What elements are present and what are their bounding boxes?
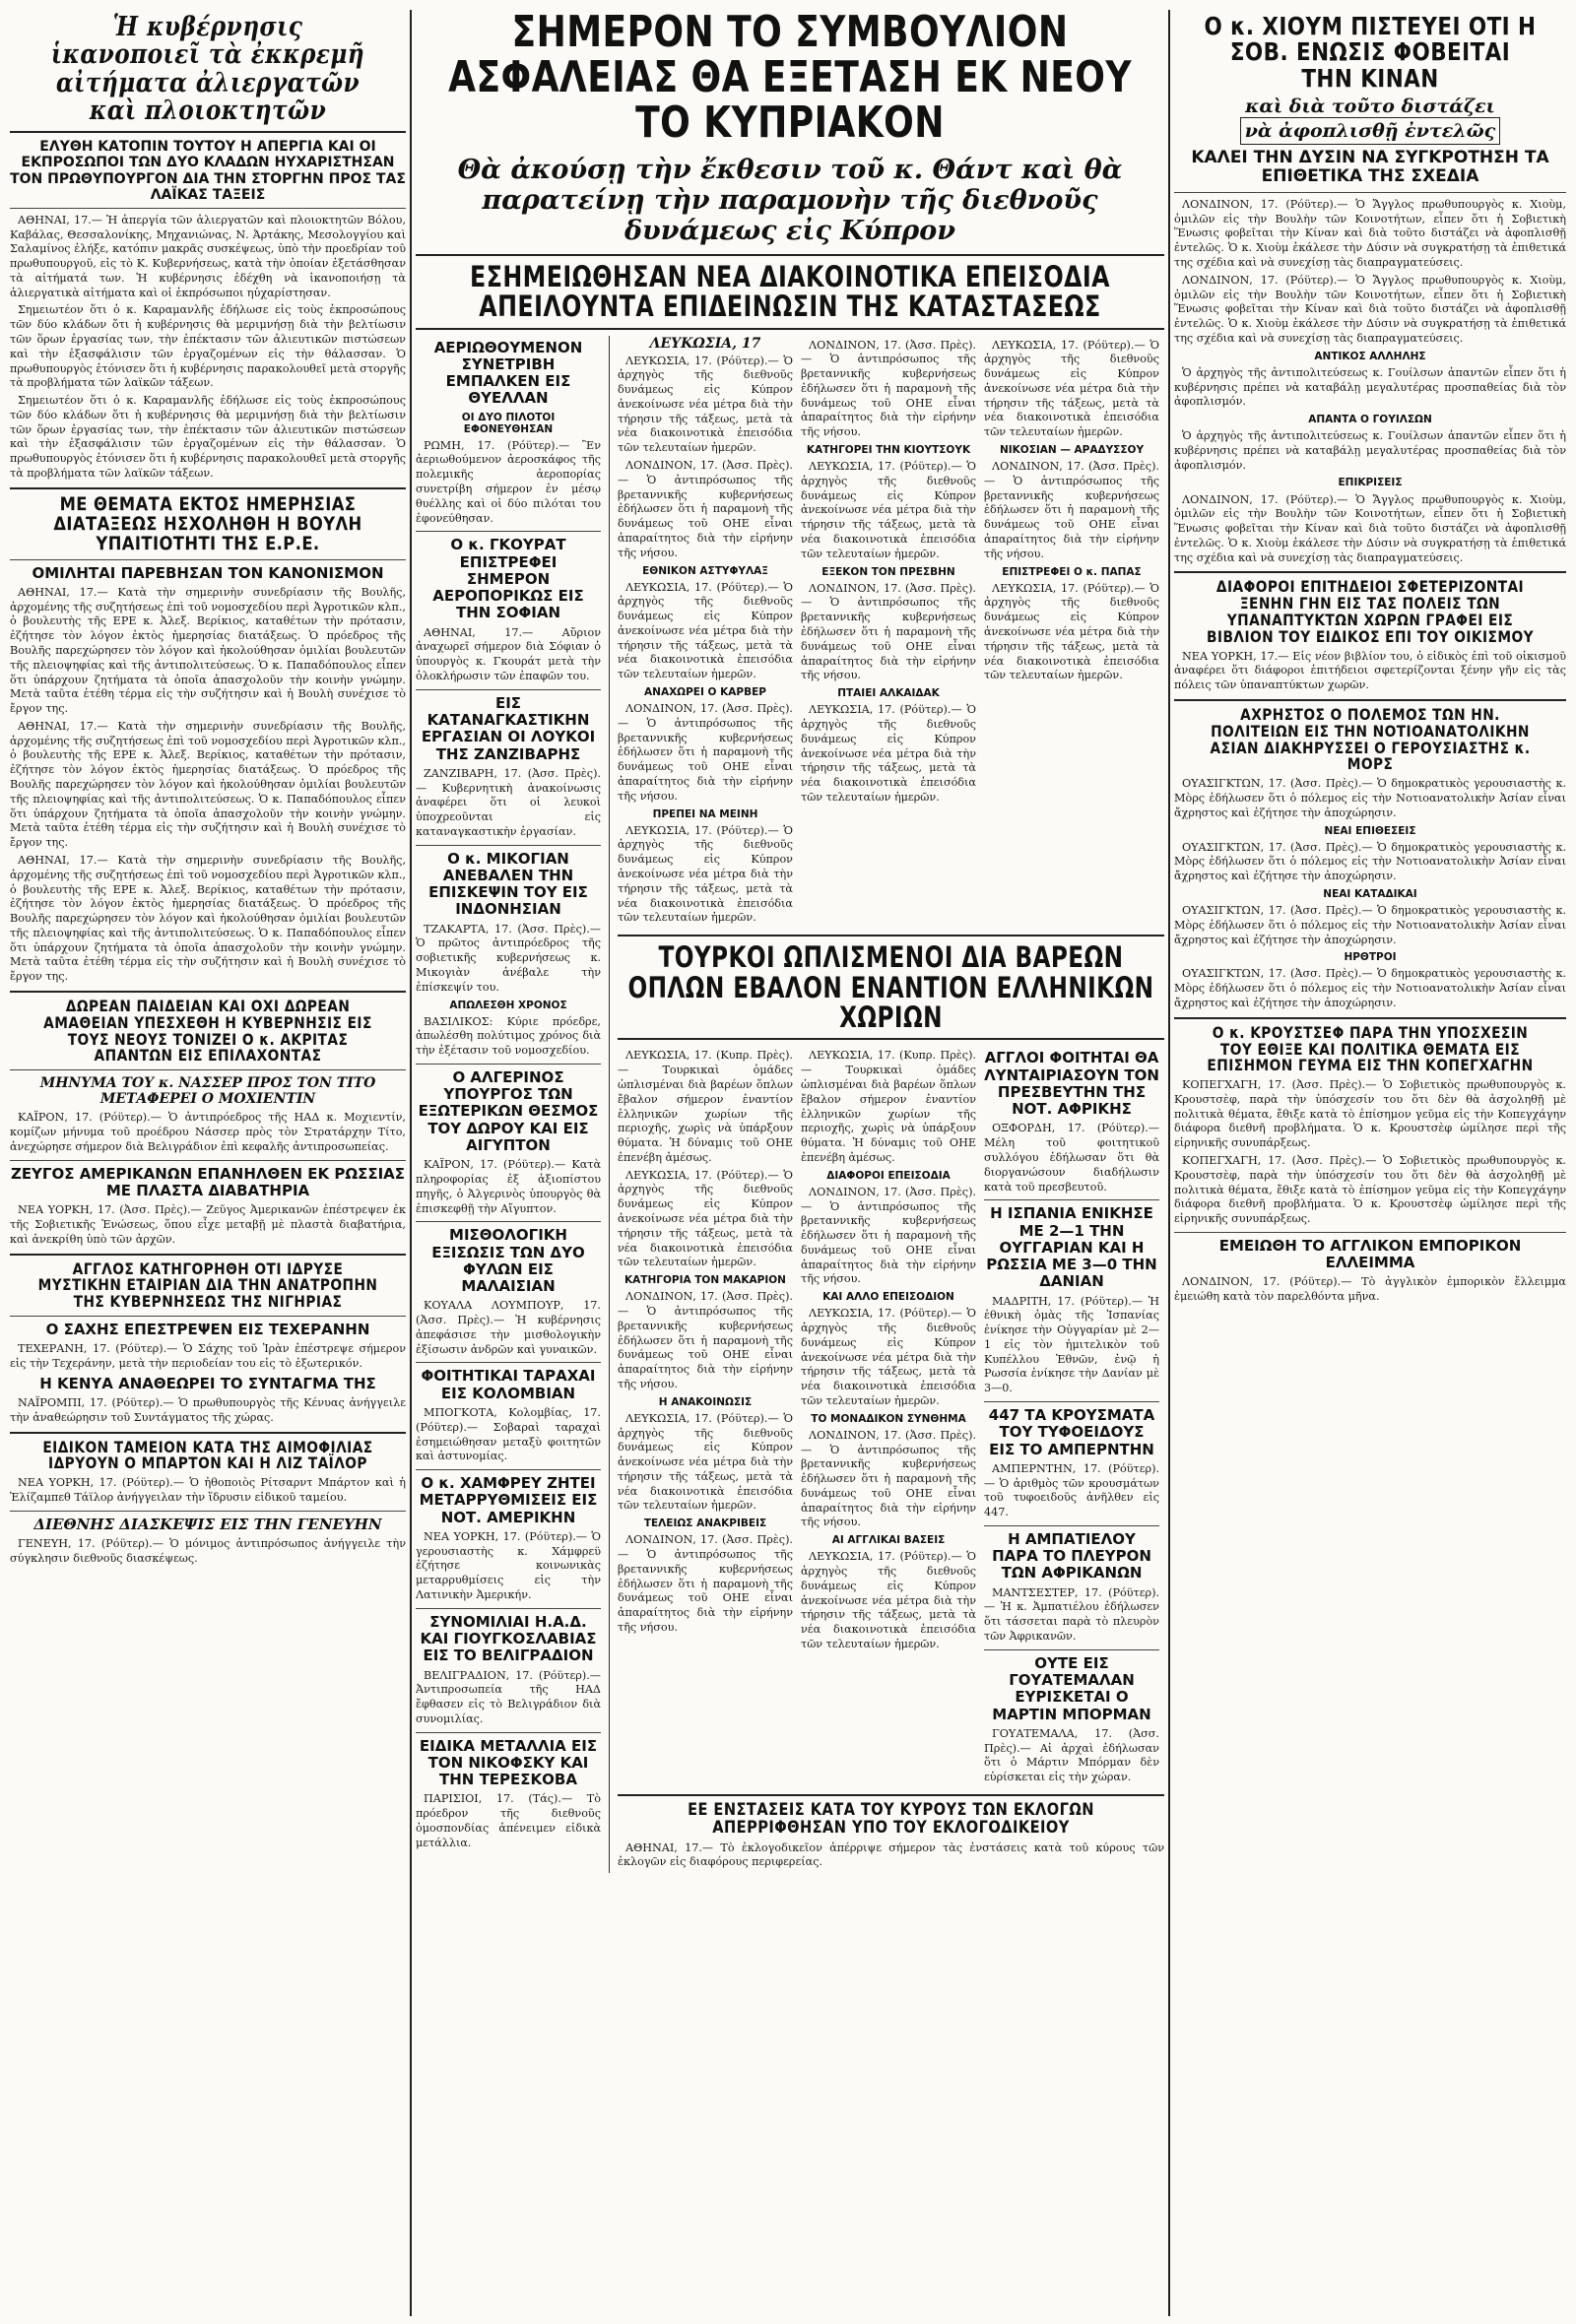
article-cyprus-main: ΛΕΥΚΩΣΙΑ, 17. (Ρόϋτερ).— Ὁ ἀρχηγὸς τῆς διεθνοῦς δυνάμεως εἰς Κύπρον ἀνεκοίνωσε νέα μέτρα διὰ τὴν τήρησιν τῆς τάξεως, μετὰ τὰ νέα διακοινοτικὰ ἐπεισόδια τῶν τελευταίων ἡμερῶν. <box>618 354 793 455</box>
cyprus-col-a <box>618 336 793 930</box>
home-sub-wrap <box>1174 96 1566 145</box>
headline-turks-armed: ΤΟΥΡΚΟΙ ΩΠΛΙΣΜΕΝΟΙ ΔΙΑ ΒΑΡΕΩΝ ΟΠΛΩΝ ΕΒΑΛΟΝ ΕΝΑΝΤΙΟΝ ΕΛΛΗΝΙΚΩΝ ΧΩΡΙΩΝ <box>627 940 1154 1034</box>
article-criticism: ΛΟΝΔΙΝΟΝ, 17. (Ρόϋτερ).— Ὁ Ἄγγλος πρωθυπουργὸς κ. Χιοὺμ, ὁμιλῶν εἰς τὴν Βουλὴν τῶν Κοινοτήτων, εἶπεν ὅτι ἡ Σοβιετικὴ Ἕνωσις φοβεῖται τὴν Κίναν καὶ διὰ τοῦτο διστάζει νὰ ἀφοπλισθῇ ἐντελῶς. Ὁ κ. Χιοὺμ ἐκάλεσε τὴν Δύσιν νὰ συγκρατήσῃ τὰ ἐπιθετικά της σχέδια καὶ νὰ συνεχίσῃ τὰς διαπραγματεύσεις. <box>1174 492 1566 564</box>
center-subcolumns <box>416 336 1164 1874</box>
headline-education: ΔΩΡΕΑΝ ΠΑΙΔΕΙΑΝ ΚΑΙ ΟΧΙ ΔΩΡΕΑΝ ΑΜΑΘΕΙΑΝ ΥΠΕΣΧΕΘΗ Η ΚΥΒΕΡΝΗΣΙΣ ΕΙΣ ΤΟΥΣ ΝΕΟΥΣ ΤΟΝΙΖΕΙ Ο κ. ΑΚΡΙΤΑΣ ΑΠΑΝΤΩΝ ΕΙΣ ΕΠΙΛΑΧΟΝΤΑΣ <box>43 996 372 1065</box>
headline-gourat: Ο κ. ΓΚΟΥΡΑΤ ΕΠΙΣΤΡΕΦΕΙ ΣΗΜΕΡΟΝ ΑΕΡΟΠΟΡΙΚΩΣ ΕΙΣ ΤΗΝ ΣΟΦΙΑΝ <box>432 536 584 622</box>
headline-kenya: Η ΚΕΝΥΑ ΑΝΑΘΕΩΡΕΙ ΤΟ ΣΥΝΤΑΓΜΑ ΤΗΣ <box>39 1374 376 1392</box>
headline-trade-deficit: ΕΜΕΙΩΘΗ ΤΟ ΑΓΓΛΙΚΟΝ ΕΜΠΟΡΙΚΟΝ ΕΛΛΕΙΜΜΑ <box>1218 1236 1522 1272</box>
column-rule <box>410 10 412 2316</box>
subhead-nicosia-aradippou: ΝΙΚΟΣΙΑΝ — ΑΡΑΔΥΣΣΟΥ <box>999 444 1145 457</box>
article-turks-2: ΛΕΥΚΩΣΙΑ, 17. (Ρόϋτερ).— Ὁ ἀρχηγὸς τῆς διεθνοῦς δυνάμεως εἰς Κύπρον ἀνεκοίνωσε νέα μέτρα διὰ τὴν τήρησιν τῆς τάξεως, μετὰ τὰ νέα διακοινοτικὰ ἐπεισόδια τῶν τελευταίων ἡμερῶν. <box>618 1168 793 1269</box>
article-land-grab: ΝΕΑ ΥΟΡΚΗ, 17.— Εἰς νέον βιβλίον του, ὁ εἰδικὸς ἐπὶ τοῦ οἰκισμοῦ ἀναφέρει ὅτι διάφοροι ἐπιτήδειοι σφετερίζονται ξένην γῆν εἰς τὰς πόλεις τῶν ὑπαναπτύκτων χωρῶν. <box>1174 649 1566 692</box>
subhead-pilots: ΟΙ ΔΥΟ ΠΙΛΟΤΟΙ ΕΦΟΝΕΥΘΗΣΑΝ <box>461 411 556 435</box>
article-fishermen-cont: Σημειωτέον ὅτι ὁ κ. Καραμανλῆς ἐδήλωσε εἰς τοὺς ἐκπροσώπους τῶν δύο κλάδων ὅτι ἡ κυβέρνησις θὰ μεριμνήσῃ διὰ τὴν βελτίωσιν τῶν ὅρων ἐργασίας των, τὴν ἐπέκτασιν τῶν ἀλιευτικῶν πιστώσεων καὶ τὴν ἐξασφάλισιν τῶν ἐργαζομένων εἰς τὴν θάλασσαν. Ὁ πρωθυπουργὸς ἐτόνισεν ὅτι ἡ κυβέρνησις παρακολουθεῖ μετὰ στοργῆς τὰ προβλήματα τῶν λαϊκῶν τάξεων. <box>10 303 406 390</box>
article-khrushchev-cont: ΚΟΠΕΓΧΑΓΗ, 17. (Ἀσσ. Πρὲς).— Ὁ Σοβιετικὸς πρωθυπουργὸς κ. Κρουστσὲφ, παρὰ τὴν ὑπόσχεσίν του ὅτι δὲν θὰ ἀσχοληθῇ μὲ πολιτικὰ θέματα, ἔθιξε κατὰ τὸ ἐπίσημον γεῦμα εἰς τὴν Κοπεγχάγην διάφορα διεθνῆ προβλήματα. Ὁ κ. Κρουστσὲφ ὡμίλησε περὶ τῆς εἰρηνικῆς συνυπάρξεως. <box>1174 1154 1566 1226</box>
article-fishermen: ΑΘΗΝΑΙ, 17.— Ἡ ἀπεργία τῶν ἀλιεργατῶν καὶ πλοιοκτητῶν Βόλου, Καβάλας, Θεσσαλονίκης, Μηχανιώνας, Ν. Ἀρτάκης, Μεσολογγίου καὶ Σαλαμίνος ἐλήξε, κατόπιν μακρᾶς συσκέψεως, ὑπὸ τὴν προεδρίαν τοῦ πρωθυπουργοῦ, εἰς τὸ Κ. Κυβερνήσεως, κατὰ τὴν ὁποίαν ἐξετάσθησαν τὰ αἰτήματά των. Ἡ κυβέρνησις ἐδέχθη νὰ ἱκανοποιήσῃ τὰ ἀλιεργατικὰ αἰτήματα καὶ οἱ ἐκπρόσωποι ηὐχαρίστησαν. <box>10 213 406 299</box>
article-belgrade: ΒΕΛΙΓΡΑΔΙΟΝ, 17. (Ρόϋτερ).— Ἀντιπροσωπεία τῆς ΗΑΔ ἔφθασεν εἰς τὸ Βελιγράδιον διὰ συνομιλίας. <box>416 1668 601 1725</box>
article-cyprus-6: ΛΟΝΔΙΝΟΝ, 17. (Ἀσσ. Πρὲς).— Ὁ ἀντιπρόσωπος τῆς βρεταννικῆς κυβερνήσεως ἐδήλωσεν ὅτι ἡ παραμονὴ τῆς δυνάμεως τοῦ ΟΗΕ εἶναι ἀπαραίτητος διὰ τὴν εἰρήνην τῆς νήσου. <box>801 338 976 439</box>
subhead-various-incidents: ΔΙΑΦΟΡΟΙ ΕΠΕΙΣΟΔΙΑ <box>826 1169 951 1182</box>
headline-belgrade: ΣΥΝΟΜΙΛΙΑΙ Η.Α.Δ. ΚΑΙ ΓΙΟΥΓΚΟΣΛΑΒΙΑΣ ΕΙΣ ΤΟ ΒΕΛΙΓΡΑΔΙΟΝ <box>420 1612 597 1665</box>
column-center <box>416 10 1164 2316</box>
headline-haemophilia: ΕΙΔΙΚΟΝ ΤΑΜΕΙΟΝ ΚΑΤΑ ΤΗΣ ΑΙΜΟΦΙΛΙΑΣ ΙΔΡΥΟΥΝ Ο ΜΠΑΡΤΟΝ ΚΑΙ Η ΛΙΖ ΤΑΪΛΟΡ <box>42 1437 373 1473</box>
article-khrushchev: ΚΟΠΕΓΧΑΓΗ, 17. (Ἀσσ. Πρὲς).— Ὁ Σοβιετικὸς πρωθυπουργὸς κ. Κρουστσὲφ, παρὰ τὴν ὑπόσχεσίν του ὅτι δὲν θὰ ἀσχοληθῇ μὲ πολιτικὰ θέματα, ἔθιξε κατὰ τὸ ἐπίσημον γεῦμα εἰς τὴν Κοπεγχάγην διάφορα διεθνῆ προβλήματα. Ὁ κ. Κρουστσὲφ ὡμίλησε περὶ τῆς εἰρηνικῆς συνυπάρξεως. <box>1174 1078 1566 1150</box>
column-rule-2 <box>1168 10 1170 2316</box>
home-sub-3: ΚΑΛΕΙ ΤΗΝ ΔΥΣΙΝ ΝΑ ΣΥΓΚΡΟΤΗΣΗ ΤΑ ΕΠΙΘΕΤΙΚΑ ΤΗΣ ΣΧΕΔΙΑ <box>1191 147 1549 187</box>
article-turks: ΛΕΥΚΩΣΙΑ, 17. (Κυπρ. Πρὲς).— Τουρκικαὶ ὁμάδες ὡπλισμέναι διὰ βαρέων ὅπλων ἔβαλον σήμερον ἐναντίον ἑλληνικῶν χωρίων τῆς περιοχῆς, χωρὶς νὰ ὑπάρξουν θύματα. Ἡ δύναμις τοῦ ΟΗΕ ἐπενέβη ἀμέσως. <box>618 1049 793 1164</box>
subhead-ambassador: ΕΞΕΚΟΝ ΤΟΝ ΠΡΕΣΒΗΝ <box>821 565 955 578</box>
subhead-alkaidak: ΠΤΑΙΕΙ ΑΛΚΑΙΔΑΚ <box>837 687 940 700</box>
headline-passports: ΖΕΥΓΟΣ ΑΜΕΡΙΚΑΝΩΝ ΕΠΑΝΗΛΘΕΝ ΕΚ ΡΩΣΣΙΑΣ ΜΕ ΠΛΑΣΤΑ ΔΙΑΒΑΤΗΡΙΑ <box>10 1164 406 1199</box>
subhead-british-bases: ΑΙ ΑΓΓΛΙΚΑΙ ΒΑΣΕΙΣ <box>831 1534 946 1547</box>
article-parliament-cont: ΑΘΗΝΑΙ, 17.— Κατὰ τὴν σημερινὴν συνεδρίασιν τῆς Βουλῆς, ἀρχομένης τῆς συζητήσεως ἐπὶ τοῦ νομοσχεδίου περὶ Ἀγροτικῶν κλπ., ὁ βουλευτὴς τῆς ΕΡΕ κ. Ἀλεξ. Βερίκιος, καταθέτων τὴν πρότασιν, ἐζήτησε τὸν λόγον ἐκτὸς ἡμερησίας διατάξεως. Ὁ πρόεδρος τῆς Βουλῆς παρεχώρησεν τὸν λόγον καὶ ἠκολούθησαν ὁμιλίαι βουλευτῶν τῆς πλειοψηφίας καὶ τῆς ἀντιπολιτεύσεως. Ὁ κ. Παπαδόπουλος εἶπεν ὅτι ὑπάρχουν ζητήματα τὰ ὁποῖα ἀπασχολοῦν τὴν κοινὴν γνώμην. Μετὰ ταῦτα ἐτέθη τέρμα εἰς τὴν συζήτησιν καὶ ἡ Βουλὴ συνέχισε τὸ ἔργον της. <box>10 719 406 850</box>
subhead-antikos: ΑΝΤΙΚΟΣ ΑΛΛΗΛΗΣ <box>1314 350 1426 362</box>
headline-parliament: ΜΕ ΘΕΜΑΤΑ ΕΚΤΟΣ ΗΜΕΡΗΣΙΑΣ ΔΙΑΤΑΞΕΩΣ ΗΣΧΟΛΗΘΗ Η ΒΟΥΛΗ ΥΠΑΙΤΙΟΤΗΤΙ ΤΗΣ Ε.Ρ.Ε. <box>53 492 362 554</box>
subcol-rule <box>609 336 610 1874</box>
article-bormann: ΓΟΥΑΤΕΜΑΛΑ, 17. (Ἀσσ. Πρὲς).— Αἱ ἀρχαὶ ἐδήλωσαν ὅτι ὁ Μάρτιν Μπόρμαν δὲν εὑρίσκεται εἰς τὴν χώραν. <box>984 1726 1159 1784</box>
article-turks-4: ΛΕΥΚΩΣΙΑ, 17. (Ρόϋτερ).— Ὁ ἀρχηγὸς τῆς διεθνοῦς δυνάμεως εἰς Κύπρον ἀνεκοίνωσε νέα μέτρα διὰ τὴν τήρησιν τῆς τάξεως, μετὰ τὰ νέα διακοινοτικὰ ἐπεισόδια τῶν τελευταίων ἡμερῶν. <box>618 1411 793 1513</box>
home-sub-2: νὰ ἀφοπλισθῇ ἐντελῶς <box>1240 117 1501 145</box>
article-turks-6: ΛΕΥΚΩΣΙΑ, 17. (Κυπρ. Πρὲς).— Τουρκικαὶ ὁμάδες ὡπλισμέναι διὰ βαρέων ὅπλων ἔβαλον σήμερον ἐναντίον ἑλληνικῶν χωρίων τῆς περιοχῆς, χωρὶς νὰ ὑπάρξουν θύματα. Ἡ δύναμις τοῦ ΟΗΕ ἐπενέβη ἀμέσως. <box>801 1049 976 1164</box>
article-turks-9: ΛΟΝΔΙΝΟΝ, 17. (Ἀσσ. Πρὲς).— Ὁ ἀντιπρόσωπος τῆς βρεταννικῆς κυβερνήσεως ἐδήλωσεν ὅτι ἡ παραμονὴ τῆς δυνάμεως τοῦ ΟΗΕ εἶναι ἀπαραίτητος διὰ τὴν εἰρήνην τῆς νήσου. <box>801 1428 976 1529</box>
dateline-nicosia: ΛΕΥΚΩΣΙΑ, 17 <box>649 335 761 352</box>
headline-morse: ΑΧΡΗΣΤΟΣ Ο ΠΟΛΕΜΟΣ ΤΩΝ ΗΝ. ΠΟΛΙΤΕΙΩΝ ΕΙΣ ΤΗΝ ΝΟΤΙΟΑΝΑΤΟΛΙΚΗΝ ΑΣΙΑΝ ΔΙΑΚΗΡΥΣΣΕΙ Ο ΓΕΡΟΥΣΙΑΣΤΗΣ κ. ΜΟΡΣ <box>1210 704 1531 774</box>
subhead-accuse-makarios: ΚΑΤΗΓΟΡΙΑ ΤΟΝ ΜΑΚΑΡΙΟΝ <box>624 1274 786 1287</box>
article-home: ΛΟΝΔΙΝΟΝ, 17. (Ρόϋτερ).— Ὁ Ἄγγλος πρωθυπουργὸς κ. Χιοὺμ, ὁμιλῶν εἰς τὴν Βουλὴν τῶν Κοινοτήτων, εἶπεν ὅτι ἡ Σοβιετικὴ Ἕνωσις φοβεῖται τὴν Κίναν καὶ διὰ τοῦτο διστάζει νὰ ἀφοπλισθῇ ἐντελῶς. Ὁ κ. Χιοὺμ ἐκάλεσε τὴν Δύσιν νὰ συγκρατήσῃ τὰ ἐπιθετικά της σχέδια καὶ νὰ συνεχίσῃ τὰς διαπραγματεύσεις. <box>1174 197 1566 269</box>
cyprus-columns <box>618 336 1164 930</box>
headline-colombia: ΦΟΙΤΗΤΙΚΑΙ ΤΑΡΑΧΑΙ ΕΙΣ ΚΟΛΟΜΒΙΑΝ <box>421 1367 596 1402</box>
subhead-wilson: ΑΠΑΝΤΑ Ο ΓΟΥΙΛΣΩΝ <box>1308 414 1432 426</box>
turks-col-c <box>984 1046 1159 1788</box>
banner-incidents: ΕΣΗΜΕΙΩΘΗΣΑΝ ΝΕΑ ΔΙΑΚΟΙΝΟΤΙΚΑ ΕΠΕΙΣΟΔΙΑ ΑΠΕΙΛΟΥΝΤΑ ΕΠΙΔΕΙΝΩΣΙΝ ΤΗΣ ΚΑΤΑΣΤΑΣΕΩΣ <box>470 259 1110 324</box>
article-medals: ΠΑΡΙΣΙΟΙ, 17. (Τάς).— Τὸ πρόεδρον τῆς διεθνοῦς ὀμοσπονδίας ἀπένειμεν εἰδικὰ μετάλλια. <box>416 1792 601 1849</box>
headline-ampatielou: Η ΑΜΠΑΤΙΕΛΟΥ ΠΑΡΑ ΤΟ ΠΛΕΥΡΟΝ ΤΩΝ ΑΦΡΙΚΑΝΩΝ <box>992 1529 1151 1582</box>
headline-typhoid: 447 ΤΑ ΚΡΟΥΣΜΑΤΑ ΤΟΥ ΤΥΦΟΕΙΔΟΥΣ ΕΙΣ ΤΟ ΑΜΠΕΡΝΤΗΝ <box>988 1406 1155 1458</box>
headline-students: ΑΓΓΛΟΙ ΦΟΙΤΗΤΑΙ ΘΑ ΛΥΝΤΑΙΡΙΑΣΟΥΝ ΤΟΝ ΠΡΕΣΒΕΥΤΗΝ ΤΗΣ ΝΟΤ. ΑΦΡΙΚΗΣ <box>984 1049 1159 1119</box>
article-fishermen-cont2: Σημειωτέον ὅτι ὁ κ. Καραμανλῆς ἐδήλωσε εἰς τοὺς ἐκπροσώπους τῶν δύο κλάδων ὅτι ἡ κυβέρνησις θὰ μεριμνήσῃ διὰ τὴν βελτίωσιν τῶν ὅρων ἐργασίας των, τὴν ἐπέκτασιν τῶν ἀλιευτικῶν πιστώσεων καὶ τὴν ἐξασφάλισιν τῶν ἐργαζομένων εἰς τὴν θάλασσαν. Ὁ πρωθυπουργὸς ἐτόνισεν ὅτι ἡ κυβέρνησις παρακολουθεῖ μετὰ στοργῆς τὰ προβλήματα τῶν λαϊκῶν τάξεων. <box>10 394 406 481</box>
article-ampatielou: ΜΑΝΤΣΕΣΤΕΡ, 17. (Ρόϋτερ).— Ἡ κ. Ἀμπατιέλου ἐδήλωσεν ὅτι τάσσεται παρὰ τὸ πλευρὸν τῶν Ἀφρικανῶν. <box>984 1585 1159 1644</box>
article-cyprus-3: ΛΕΥΚΩΣΙΑ, 17. (Ρόϋτερ).— Ὁ ἀρχηγὸς τῆς διεθνοῦς δυνάμεως εἰς Κύπρον ἀνεκοίνωσε νέα μέτρα διὰ τὴν τήρησιν τῆς τάξεως, μετὰ τὰ νέα διακοινοτικὰ ἐπεισόδια τῶν τελευταίων ἡμερῶν. <box>618 580 793 681</box>
article-election-objections: ΑΘΗΝΑΙ, 17.— Τὸ ἐκλογοδικεῖον ἀπέρριψε σήμερον τὰς ἐνστάσεις κατὰ τοῦ κύρους τῶν ἐκλογῶν εἰς διαφόρους περιφερείας. <box>618 1840 1164 1869</box>
subcol-1 <box>416 336 601 1874</box>
column-left <box>10 10 406 2316</box>
headline-algeria: Ο ΑΛΓΕΡΙΝΟΣ ΥΠΟΥΡΓΟΣ ΤΩΝ ΕΞΩΤΕΡΙΚΩΝ ΘΕΣΜΟΣ ΤΟΥ ΔΩΡΟΥ ΚΑΙ ΕΙΣ ΑΙΓΥΠΤΟΝ <box>418 1067 599 1154</box>
article-wilson: Ὁ ἀρχηγὸς τῆς ἀντιπολιτεύσεως κ. Γουίλσων ἀπαντῶν εἶπεν ὅτι ἡ κυβέρνησις πρέπει νὰ καταβάλῃ μεγαλυτέρας προσπαθείας διὰ τὸν ἀφοπλισμόν. <box>1174 429 1566 472</box>
article-cyprus-8: ΛΟΝΔΙΝΟΝ, 17. (Ἀσσ. Πρὲς).— Ὁ ἀντιπρόσωπος τῆς βρεταννικῆς κυβερνήσεως ἐδήλωσεν ὅτι ἡ παραμονὴ τῆς δυνάμεως τοῦ ΟΗΕ εἶναι ἀπαραίτητος διὰ τὴν εἰρήνην τῆς νήσου. <box>801 581 976 682</box>
article-cyprus-4: ΛΟΝΔΙΝΟΝ, 17. (Ἀσσ. Πρὲς).— Ὁ ἀντιπρόσωπος τῆς βρεταννικῆς κυβερνήσεως ἐδήλωσεν ὅτι ἡ παραμονὴ τῆς δυνάμεως τοῦ ΟΗΕ εἶναι ἀπαραίτητος διὰ τὴν εἰρήνην τῆς νήσου. <box>618 702 793 803</box>
article-turks-3: ΛΟΝΔΙΝΟΝ, 17. (Ἀσσ. Πρὲς).— Ὁ ἀντιπρόσωπος τῆς βρεταννικῆς κυβερνήσεως ἐδήλωσεν ὅτι ἡ παραμονὴ τῆς δυνάμεως τοῦ ΟΗΕ εἶναι ἀπαραίτητος διὰ τὴν εἰρήνην τῆς νήσου. <box>618 1290 793 1390</box>
article-cyprus-5: ΛΕΥΚΩΣΙΑ, 17. (Ρόϋτερ).— Ὁ ἀρχηγὸς τῆς διεθνοῦς δυνάμεως εἰς Κύπρον ἀνεκοίνωσε νέα μέτρα διὰ τὴν τήρησιν τῆς τάξεως, μετὰ τὰ νέα διακοινοτικὰ ἐπεισόδια τῶν τελευταίων ἡμερῶν. <box>618 823 793 925</box>
cyprus-col-c <box>984 336 1159 930</box>
subhead-slogan: ΤΟ ΜΟΝΑΔΙΚΟΝ ΣΥΝΘΗΜΑ <box>811 1412 966 1425</box>
subhead-hrthroi: ΗΡΘΤΡΟΙ <box>1344 951 1397 964</box>
article-gourat: ΑΘΗΝΑΙ, 17.— Αὔριον ἀναχωρεῖ σήμερον διὰ Σόφιαν ὁ ὑπουργὸς κ. Γκουράτ μετὰ τὴν ὁλοκλήρωσιν τῶν ἐπαφῶν του. <box>416 625 601 682</box>
headline-malaysia: ΜΙΣΘΟΛΟΓΙΚΗ ΕΞΙΣΩΣΙΣ ΤΩΝ ΔΥΟ ΦΥΛΩΝ ΕΙΣ ΜΑΛΑΙΣΙΑΝ <box>431 1226 585 1296</box>
article-trade-deficit: ΛΟΝΔΙΝΟΝ, 17. (Ρόϋτερ).— Τὸ ἀγγλικὸν ἐμπορικὸν ἔλλειμμα ἐμειώθη κατὰ τὸν παρελθόντα μῆνα. <box>1174 1275 1566 1304</box>
headline-jet-crash: ΑΕΡΙΩΘΟΥΜΕΝΟΝ ΣΥΝΕΤΡΙΒΗ ΕΜΠΑΛΚΕΝ ΕΙΣ ΘΥΕΛΛΑΝ <box>433 338 583 408</box>
article-hrthroi: ΟΥΑΣΙΓΚΤΩΝ, 17. (Ἀσσ. Πρὲς).— Ὁ δημοκρατικὸς γερουσιαστὴς κ. Μὸρς ἐδήλωσεν ὅτι ὁ πόλεμος εἰς τὴν Νοτιοανατολικὴν Ἀσίαν εἶναι ἄχρηστος καὶ ἐζήτησε τὴν ἀποχώρησιν. <box>1174 967 1566 1009</box>
subcol-2 <box>618 336 1164 1874</box>
article-new-sentences: ΟΥΑΣΙΓΚΤΩΝ, 17. (Ἀσσ. Πρὲς).— Ὁ δημοκρατικὸς γερουσιαστὴς κ. Μὸρς ἐδήλωσεν ὅτι ὁ πόλεμος εἰς τὴν Νοτιοανατολικὴν Ἀσίαν εἶναι ἄχρηστος καὶ ἐζήτησε τὴν ἀποχώρησιν. <box>1174 903 1566 946</box>
headline-khrushchev: Ο κ. ΚΡΟΥΣΤΣΕΦ ΠΑΡΑ ΤΗΝ ΥΠΟΣΧΕΣΙΝ ΤΟΥ ΕΘΙΞΕ ΚΑΙ ΠΟΛΙΤΙΚΑ ΘΕΜΑΤΑ ΕΙΣ ΕΠΙΣΗΜΟΝ ΓΕΥΜΑ ΕΙΣ ΤΗΝ ΚΟΠΕΓΧΑΓΗΝ <box>1207 1022 1534 1075</box>
article-turks-10: ΛΕΥΚΩΣΙΑ, 17. (Ρόϋτερ).— Ὁ ἀρχηγὸς τῆς διεθνοῦς δυνάμεως εἰς Κύπρον ἀνεκοίνωσε νέα μέτρα διὰ τὴν τήρησιν τῆς τάξεως, μετὰ τὰ νέα διακοινοτικὰ ἐπεισόδια τῶν τελευταίων ἡμερῶν. <box>801 1550 976 1651</box>
headline-medals: ΕΙΔΙΚΑ ΜΕΤΑΛΛΙΑ ΕΙΣ ΤΟΝ ΝΙΚΟΦΣΚΥ ΚΑΙ ΤΗΝ ΤΕΡΕΣΚΟΒΑ <box>419 1736 598 1789</box>
subhead-new-attacks: ΝΕΑΙ ΕΠΙΘΕΣΕΙΣ <box>1324 824 1416 837</box>
cyprus-col-b <box>801 336 976 930</box>
article-malaysia: ΚΟΥΑΛΑ ΛΟΥΜΠΟΥΡ, 17. (Ἀσσ. Πρὲς).— Ἡ κυβέρνησις ἀπεφάσισε τὴν μισθολογικὴν ἐξίσωσιν ἀνδρῶν καὶ γυναικῶν. <box>416 1299 601 1356</box>
article-haemophilia: ΝΕΑ ΥΟΡΚΗ, 17. (Ρόϋτερ).— Ὁ ἠθοποιὸς Ρίτσαρντ Μπάρτον καὶ ἡ Ἐλίζαμπεθ Τάϊλορ ἀνήγγειλαν τὴν ἵδρυσιν εἰδικοῦ ταμείου. <box>10 1476 406 1504</box>
headline-fishermen: Ἡ κυβέρνησις ἱκανοποιεῖ τὰ ἐκκρεμῆ αἰτήματα ἀλιεργατῶν καὶ πλοιοκτητῶν <box>50 12 365 127</box>
column-right <box>1174 10 1566 2316</box>
headline-mikoyan: Ο κ. ΜΙΚΟΓΙΑΝ ΑΝΕΒΑΛΕΝ ΤΗΝ ΕΠΙΣΚΕΨΙΝ ΤΟΥ ΕΙΣ ΙΝΔΟΝΗΣΙΑΝ <box>428 849 588 919</box>
headline-humphrey: Ο κ. ΧΑΜΦΡΕΥ ΖΗΤΕΙ ΜΕΤΑΡΡΥΘΜΙΣΕΙΣ ΕΙΣ ΝΟΤ. ΑΜΕΡΙΚΗΝ <box>419 1474 598 1526</box>
article-turks-5: ΛΟΝΔΙΝΟΝ, 17. (Ἀσσ. Πρὲς).— Ὁ ἀντιπρόσωπος τῆς βρεταννικῆς κυβερνήσεως ἐδήλωσεν ὅτι ἡ παραμονὴ τῆς δυνάμεως τοῦ ΟΗΕ εἶναι ἀπαραίτητος διὰ τὴν εἰρήνην τῆς νήσου. <box>618 1533 793 1634</box>
article-cyprus-12: ΛΕΥΚΩΣΙΑ, 17. (Ρόϋτερ).— Ὁ ἀρχηγὸς τῆς διεθνοῦς δυνάμεως εἰς Κύπρον ἀνεκοίνωσε νέα μέτρα διὰ τὴν τήρησιν τῆς τάξεως, μετὰ τὰ νέα διακοινοτικὰ ἐπεισόδια τῶν τελευταίων ἡμερῶν. <box>984 581 1159 682</box>
home-sub-1: καὶ διὰ τοῦτο διστάζει <box>1245 95 1495 117</box>
article-mikoyan: ΤΖΑΚΑΡΤΑ, 17. (Ἀσσ. Πρὲς).— Ὁ πρῶτος ἀντιπρόεδρος τῆς σοβιετικῆς κυβερνήσεως κ. Μικογιὰν ἀνέβαλε τὴν ἐπίσκεψίν του. <box>416 922 601 994</box>
article-cyprus-11: ΛΟΝΔΙΝΟΝ, 17. (Ἀσσ. Πρὲς).— Ὁ ἀντιπρόσωπος τῆς βρεταννικῆς κυβερνήσεως ἐδήλωσεν ὅτι ἡ παραμονὴ τῆς δυνάμεως τοῦ ΟΗΕ εἶναι ἀπαραίτητος διὰ τὴν εἰρήνην τῆς νήσου. <box>984 460 1159 560</box>
article-morse: ΟΥΑΣΙΓΚΤΩΝ, 17. (Ἀσσ. Πρὲς).— Ὁ δημοκρατικὸς γερουσιαστὴς κ. Μὸρς ἐδήλωσεν ὅτι ὁ πόλεμος εἰς τὴν Νοτιοανατολικὴν Ἀσίαν εἶναι ἄχρηστος καὶ ἐζήτησε τὴν ἀποχώρησιν. <box>1174 777 1566 819</box>
subhead-greek-police: ΕΘΝΙΚΟΝ ΑΣΤΥΦΥΛΑΞ <box>642 564 768 577</box>
subhead-must-stay: ΠΡΕΠΕΙ ΝΑ ΜΕΙΝΗ <box>652 807 758 820</box>
headline-land-grab: ΔΙΑΦΟΡΟΙ ΕΠΙΤΗΔΕΙΟΙ ΣΦΕΤΕΡΙΖΟΝΤΑΙ ΞΕΝΗΝ ΓΗΝ ΕΙΣ ΤΑΣ ΠΟΛΕΙΣ ΤΩΝ ΥΠΑΝΑΠΤΥΚΤΩΝ ΧΩΡΩΝ ΓΡΑΦΕΙ ΕΙΣ ΒΙΒΛΙΟΝ ΤΟΥ ΕΙΔΙΚΟΣ ΕΠΙ ΤΟΥ ΟΙΚΙΣΜΟΥ <box>1206 577 1535 646</box>
subhead-parliament: ΟΜΙΛΗΤΑΙ ΠΑΡΕΒΗΣΑΝ ΤΟΝ ΚΑΝΟΝΙΣΜΟΝ <box>32 563 384 582</box>
subhead-kutchuk: ΚΑΤΗΓΟΡΕΙ ΤΗΝ ΚΙΟΥΤΣΟΥΚ <box>806 444 971 457</box>
article-new-attacks: ΟΥΑΣΙΓΚΤΩΝ, 17. (Ἀσσ. Πρὲς).— Ὁ δημοκρατικὸς γερουσιαστὴς κ. Μὸρς ἐδήλωσεν ὅτι ὁ πόλεμος εἰς τὴν Νοτιοανατολικὴν Ἀσίαν εἶναι ἄχρηστος καὶ ἐζήτησε τὴν ἀποχώρησιν. <box>1174 840 1566 883</box>
article-home-cont2: Ὁ ἀρχηγὸς τῆς ἀντιπολιτεύσεως κ. Γουίλσων ἀπαντῶν εἶπεν ὅτι ἡ κυβέρνησις πρέπει νὰ καταβάλῃ μεγαλυτέρας προσπαθείας διὰ τὸν ἀφοπλισμόν. <box>1174 365 1566 409</box>
headline-zanzibar: ΕΙΣ ΚΑΤΑΝΑΓΚΑΣΤΙΚΗΝ ΕΡΓΑΣΙΑΝ ΟΙ ΛΟΥΚΟΙ ΤΗΣ ΖΑΝΖΙΒΑΡΗΣ <box>421 693 596 763</box>
turks-col-b <box>801 1046 976 1788</box>
article-turks-8: ΛΕΥΚΩΣΙΑ, 17. (Ρόϋτερ).— Ὁ ἀρχηγὸς τῆς διεθνοῦς δυνάμεως εἰς Κύπρον ἀνεκοίνωσε νέα μέτρα διὰ τὴν τήρησιν τῆς τάξεως, μετὰ τὰ νέα διακοινοτικὰ ἐπεισόδια τῶν τελευταίων ἡμερῶν. <box>801 1307 976 1407</box>
article-nasser: ΚΑΪΡΟΝ, 17. (Ρόϋτερ).— Ὁ ἀντιπρόεδρος τῆς ΗΑΔ κ. Μοχιεντίν, κομίζων μήνυμα τοῦ προέδρου Νάσσερ πρὸς τὸν Στρατάρχην Τίτο, ἀνεχώρησε σήμερον διὰ Βελιγράδιον ἐπὶ κεφαλῆς ἀντιπροσωπείας. <box>10 1111 406 1153</box>
banner-security-council: ΣΗΜΕΡΟΝ ΤΟ ΣΥΜΒΟΥΛΙΟΝ ΑΣΦΑΛΕΙΑΣ ΘΑ ΕΞΕΤΑΣΗ ΕΚ ΝΕΟΥ ΤΟ ΚΥΠΡΙΑΚΟΝ <box>448 10 1132 149</box>
subhead-fishermen: ΕΛΥΘΗ ΚΑΤΟΠΙΝ ΤΟΥΤΟΥ Η ΑΠΕΡΓΙΑ ΚΑΙ ΟΙ ΕΚΠΡΟΣΩΠΟΙ ΤΩΝ ΔΥΟ ΚΛΑΔΩΝ ΗΥΧΑΡΙΣΤΗΣΑΝ ΤΟΝ ΠΡΩΘΥΠΟΥΡΓΟΝ ΔΙΑ ΤΗΝ ΣΤΟΡΓΗΝ ΠΡΟΣ ΤΑΣ ΛΑΪΚΑΣ ΤΑΞΕΙΣ <box>10 139 406 203</box>
article-shah: ΤΕΧΕΡΑΝΗ, 17. (Ρόϋτερ).— Ὁ Σάχης τοῦ Ἰρὰν ἐπέστρεψε σήμερον εἰς τὴν Τεχεράνην, μετὰ τὴν περιοδείαν του εἰς τὸ ἐξωτερικόν. <box>10 1342 406 1370</box>
article-cyprus-9: ΛΕΥΚΩΣΙΑ, 17. (Ρόϋτερ).— Ὁ ἀρχηγὸς τῆς διεθνοῦς δυνάμεως εἰς Κύπρον ἀνεκοίνωσε νέα μέτρα διὰ τὴν τήρησιν τῆς τάξεως, μετὰ τὰ νέα διακοινοτικὰ ἐπεισόδια τῶν τελευταίων ἡμερῶν. <box>801 703 976 804</box>
subhead-inaccurate: ΤΕΛΕΙΩΣ ΑΝΑΚΡΙΒΕΙΣ <box>643 1517 767 1530</box>
subhead-papas: ΕΠΙΣΤΡΕΦΕΙ Ο κ. ΠΑΠΑΣ <box>1002 565 1142 578</box>
turks-col-a <box>618 1046 793 1788</box>
article-turks-7: ΛΟΝΔΙΝΟΝ, 17. (Ἀσσ. Πρὲς).— Ὁ ἀντιπρόσωπος τῆς βρεταννικῆς κυβερνήσεως ἐδήλωσεν ὅτι ἡ παραμονὴ τῆς δυνάμεως τοῦ ΟΗΕ εἶναι ἀπαραίτητος διὰ τὴν εἰρήνην τῆς νήσου. <box>801 1185 976 1286</box>
article-jet-crash: ΡΩΜΗ, 17. (Ρόϋτερ).— Ἓν ἀεριωθούμενον ἀεροσκάφος τῆς πολεμικῆς ἀεροπορίας συνετρίβη σήμερον ἐν μέσῳ θυέλλης καὶ οἱ δύο πιλόται του ἐφονεύθησαν. <box>416 438 601 525</box>
article-geneva: ΓΕΝΕΥΗ, 17. (Ρόϋτερ).— Ὁ μόνιμος ἀντιπρόσωπος ἀνήγγειλε τὴν σύγκλησιν διεθνοῦς διασκέψεως. <box>10 1536 406 1565</box>
subhead-carver: ΑΝΑΧΩΡΕΙ Ο ΚΑΡΒΕΡ <box>644 686 766 699</box>
headline-nigeria: ΑΓΓΛΟΣ ΚΑΤΗΓΟΡΗΘΗ ΟΤΙ ΙΔΡΥΣΕ ΜΥΣΤΙΚΗΝ ΕΤΑΙΡΙΑΝ ΔΙΑ ΤΗΝ ΑΝΑΤΡΟΠΗΝ ΤΗΣ ΚΥΒΕΡΝΗΣΕΩΣ ΤΗΣ ΝΙΓΗΡΙΑΣ <box>37 1259 378 1312</box>
article-cyprus-7: ΛΕΥΚΩΣΙΑ, 17. (Ρόϋτερ).— Ὁ ἀρχηγὸς τῆς διεθνοῦς δυνάμεως εἰς Κύπρον ἀνεκοίνωσε νέα μέτρα διὰ τὴν τήρησιν τῆς τάξεως, μετὰ τὰ νέα διακοινοτικὰ ἐπεισόδια τῶν τελευταίων ἡμερῶν. <box>801 460 976 560</box>
article-humphrey: ΝΕΑ ΥΟΡΚΗ, 17. (Ρόϋτερ).— Ὁ γερουσιαστὴς κ. Χάμφρεϋ ἐζήτησε κοινωνικὰς μεταρρυθμίσεις εἰς τὴν Λατινικὴν Ἀμερικήν. <box>416 1529 601 1601</box>
article-parliament-cont2: ΑΘΗΝΑΙ, 17.— Κατὰ τὴν σημερινὴν συνεδρίασιν τῆς Βουλῆς, ἀρχομένης τῆς συζητήσεως ἐπὶ τοῦ νομοσχεδίου περὶ Ἀγροτικῶν κλπ., ὁ βουλευτὴς τῆς ΕΡΕ κ. Ἀλεξ. Βερίκιος, καταθέτων τὴν πρότασιν, ἐζήτησε τὸν λόγον ἐκτὸς ἡμερησίας διατάξεως. Ὁ πρόεδρος τῆς Βουλῆς παρεχώρησεν τὸν λόγον καὶ ἠκολούθησαν ὁμιλίαι βουλευτῶν τῆς πλειοψηφίας καὶ τῆς ἀντιπολιτεύσεως. Ὁ κ. Παπαδόπουλος εἶπεν ὅτι ὑπάρχουν ζητήματα τὰ ὁποῖα ἀπασχολοῦν τὴν κοινὴν γνώμην. Μετὰ ταῦτα ἐτέθη τέρμα εἰς τὴν συζήτησιν καὶ ἡ Βουλὴ συνέχισε τὸ ἔργον της. <box>10 853 406 984</box>
article-zanzibar: ΖΑΝΖΙΒΑΡΗ, 17. (Ἀσσ. Πρὲς).— Κυβερνητικὴ ἀνακοίνωσις ἀναφέρει ὅτι οἱ λευκοὶ ὑποχρεοῦνται εἰς καταναγκαστικὴν ἐργασίαν. <box>416 766 601 838</box>
turks-columns <box>618 1046 1164 1788</box>
article-typhoid: ΑΜΠΕΡΝΤΗΝ, 17. (Ρόϋτερ).— Ὁ ἀριθμὸς τῶν κρουσμάτων τοῦ τυφοειδοῦς ἀνῆλθεν εἰς 447. <box>984 1461 1159 1519</box>
article-passports: ΝΕΑ ΥΟΡΚΗ, 17. (Ἀσσ. Πρὲς).— Ζεῦγος Ἀμερικανῶν ἐπέστρεψεν ἐκ τῆς Σοβιετικῆς Ἑνώσεως, ὅπου εἶχε μεταβῇ μὲ πλαστὰ διαβατήρια, καὶ ἀνεκρίθη ὑπὸ τῶν ἀρχῶν. <box>10 1203 406 1246</box>
article-algeria: ΚΑΪΡΟΝ, 17. (Ρόϋτερ).— Κατὰ πληροφορίας ἐξ ἀξιοπίστου πηγῆς, ὁ Ἀλγερινὸς ὑπουργὸς θὰ ἐπισκεφθῇ τὴν Αἴγυπτον. <box>416 1158 601 1215</box>
headline-shah: Ο ΣΑΧΗΣ ΕΠΕΣΤΡΕΨΕΝ ΕΙΣ ΤΕΧΕΡΑΝΗΝ <box>45 1320 370 1338</box>
article-home-cont: ΛΟΝΔΙΝΟΝ, 17. (Ρόϋτερ).— Ὁ Ἄγγλος πρωθυπουργὸς κ. Χιοὺμ, ὁμιλῶν εἰς τὴν Βουλὴν τῶν Κοινοτήτων, εἶπεν ὅτι ἡ Σοβιετικὴ Ἕνωσις φοβεῖται τὴν Κίναν καὶ διὰ τοῦτο διστάζει νὰ ἀφοπλισθῇ ἐντελῶς. Ὁ κ. Χιοὺμ ἐκάλεσε τὴν Δύσιν νὰ συγκρατήσῃ τὰ ἐπιθετικά της σχέδια καὶ νὰ συνεχίσῃ τὰς διαπραγματεύσεις. <box>1174 273 1566 345</box>
headline-spain-hungary: Η ΙΣΠΑΝΙΑ ΕΝΙΚΗΣΕ ΜΕ 2—1 ΤΗΝ ΟΥΓΓΑΡΙΑΝ ΚΑΙ Η ΡΩΣΣΙΑ ΜΕ 3—0 ΤΗΝ ΔΑΝΙΑΝ <box>986 1204 1157 1291</box>
subhead-announcement: Η ΑΝΑΚΟΙΝΩΣΙΣ <box>658 1395 753 1408</box>
headline-geneva: ΔΙΕΘΝΗΣ ΔΙΑΣΚΕΨΙΣ ΕΙΣ ΤΗΝ ΓΕΝΕΥΗΝ <box>33 1515 382 1533</box>
headline-nasser: ΜΗΝΥΜΑ ΤΟΥ κ. ΝΑΣΣΕΡ ΠΡΟΣ ΤΟΝ ΤΙΤΟ ΜΕΤΑΦΕΡΕΙ Ο ΜΟΧΙΕΝΤΙΝ <box>39 1075 376 1108</box>
banner-security-council-sub: Θὰ ἀκούσῃ τὴν ἔκθεσιν τοῦ κ. Θάντ καὶ θὰ παρατείνῃ τὴν παραμονὴν τῆς διεθνοῦς δυνάμεως εἰς Κύπρον <box>457 154 1123 246</box>
headline-home: Ο κ. ΧΙΟΥΜ ΠΙΣΤΕΥΕΙ ΟΤΙ Η ΣΟΒ. ΕΝΩΣΙΣ ΦΟΒΕΙΤΑΙ ΤΗΝ ΚΙΝΑΝ <box>1204 12 1537 93</box>
article-spain-hungary: ΜΑΔΡΙΤΗ, 17. (Ρόϋτερ).— Ἡ ἐθνικὴ ὁμὰς τῆς Ἰσπανίας ἐνίκησε τὴν Οὐγγαρίαν μὲ 2—1 εἰς τὸν ἡμιτελικὸν τοῦ Κυπέλλου Ἐθνῶν, ἐνῷ ἡ Ρωσσία ἐνίκησε τὴν Δανίαν μὲ 3—0. <box>984 1294 1159 1395</box>
article-students: ΟΞΦΟΡΔΗ, 17. (Ρόϋτερ).— Μέλη τοῦ φοιτητικοῦ συλλόγου ἐδήλωσαν ὅτι θὰ διοργανώσουν διαδήλωσιν κατὰ τοῦ πρεσβευτοῦ. <box>984 1122 1159 1194</box>
article-colombia: ΜΠΟΓΚΟΤΑ, Κολομβίας, 17. (Ρόϋτερ).— Σοβαραὶ ταραχαὶ ἐσημειώθησαν μεταξὺ φοιτητῶν καὶ ἀστυνομίας. <box>416 1405 601 1463</box>
headline-election-objections: ΕΕ ΕΝΣΤΑΣΕΙΣ ΚΑΤΑ ΤΟΥ ΚΥΡΟΥΣ ΤΩΝ ΕΚΛΟΓΩΝ ΑΠΕΡΡΙΦΘΗΣΑΝ ΥΠΟ ΤΟΥ ΕΚΛΟΓΟΔΙΚΕΙΟΥ <box>688 1799 1094 1838</box>
subhead-another-incident: ΚΑΙ ΑΛΛΟ ΕΠΕΙΣΟΔΙΟΝ <box>822 1291 954 1304</box>
article-cyprus-main-2: ΛΟΝΔΙΝΟΝ, 17. (Ἀσσ. Πρὲς).— Ὁ ἀντιπρόσωπος τῆς βρεταννικῆς κυβερνήσεως ἐδήλωσεν ὅτι ἡ παραμονὴ τῆς δυνάμεως τοῦ ΟΗΕ εἶναι ἀπαραίτητος διὰ τὴν εἰρήνην τῆς νήσου. <box>618 459 793 559</box>
article-time-lost: ΒΑΣΙΛΙΚΟΣ: Κύριε πρόεδρε, ἀπωλέσθη πολύτιμος χρόνος διὰ τὴν ἐξέτασιν τοῦ νομοσχεδίου. <box>416 1014 601 1058</box>
headline-bormann: ΟΥΤΕ ΕΙΣ ΓΟΥΑΤΕΜΑΛΑΝ ΕΥΡΙΣΚΕΤΑΙ Ο ΜΑΡΤΙΝ ΜΠΟΡΜΑΝ <box>992 1653 1151 1723</box>
subhead-time-lost: ΑΠΩΛΕΣΘΗ ΧΡΟΝΟΣ <box>449 999 567 1011</box>
subhead-new-sentences: ΝΕΑΙ ΚΑΤΑΔΙΚΑΙ <box>1323 887 1417 900</box>
subhead-criticism: ΕΠΙΚΡΙΣΕΙΣ <box>1338 477 1403 489</box>
article-parliament: ΑΘΗΝΑΙ, 17.— Κατὰ τὴν σημερινὴν συνεδρίασιν τῆς Βουλῆς, ἀρχομένης τῆς συζητήσεως ἐπὶ τοῦ νομοσχεδίου περὶ Ἀγροτικῶν κλπ., ὁ βουλευτὴς τῆς ΕΡΕ κ. Ἀλεξ. Βερίκιος, καταθέτων τὴν πρότασιν, ἐζήτησε τὸν λόγον ἐκτὸς ἡμερησίας διατάξεως. Ὁ πρόεδρος τῆς Βουλῆς παρεχώρησεν τὸν λόγον καὶ ἠκολούθησαν ὁμιλίαι βουλευτῶν τῆς πλειοψηφίας καὶ τῆς ἀντιπολιτεύσεως. Ὁ κ. Παπαδόπουλος εἶπεν ὅτι ὑπάρχουν ζητήματα τὰ ὁποῖα ἀπασχολοῦν τὴν κοινὴν γνώμην. Μετὰ ταῦτα ἐτέθη τέρμα εἰς τὴν συζήτησιν καὶ ἡ Βουλὴ συνέχισε τὸ ἔργον της. <box>10 585 406 716</box>
article-cyprus-10: ΛΕΥΚΩΣΙΑ, 17. (Ρόϋτερ).— Ὁ ἀρχηγὸς τῆς διεθνοῦς δυνάμεως εἰς Κύπρον ἀνεκοίνωσε νέα μέτρα διὰ τὴν τήρησιν τῆς τάξεως, μετὰ τὰ νέα διακοινοτικὰ ἐπεισόδια τῶν τελευταίων ἡμερῶν. <box>984 338 1159 439</box>
article-kenya: ΝΑΪΡΟΜΠΙ, 17. (Ρόϋτερ).— Ὁ πρωθυπουργὸς τῆς Κένυας ἀνήγγειλε τὴν ἀναθεώρησιν τοῦ Συντάγματος τῆς χώρας. <box>10 1395 406 1424</box>
